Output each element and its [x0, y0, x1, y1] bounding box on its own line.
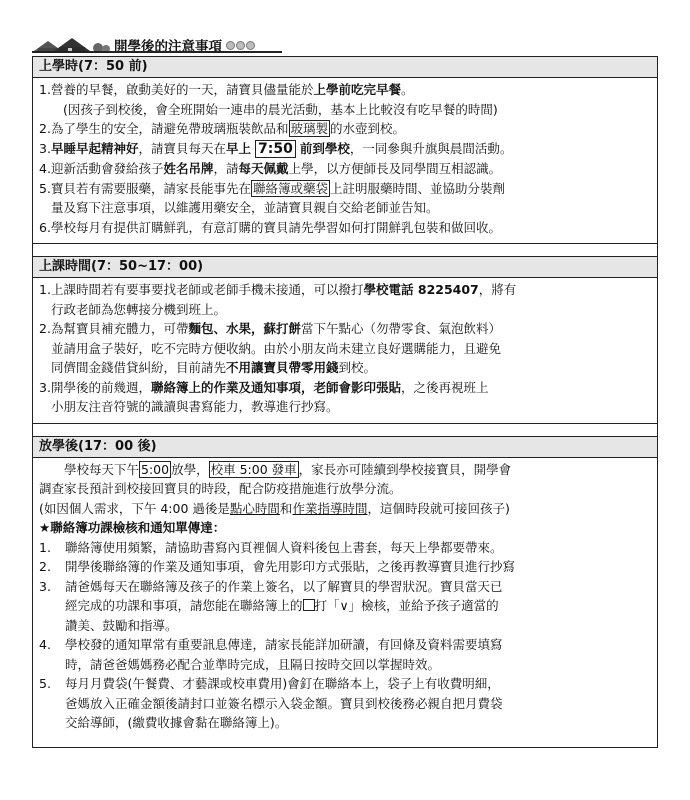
list-item-continuation: 爸媽放入正確金額後請封口並簽名標示入袋金額。寶貝到校後務必親自把月費袋	[65, 695, 503, 711]
list-item: 6. 學校每月有提供訂購鮮乳，有意訂購的寶貝請先學習如何打開鮮乳包裝和做回收。	[39, 219, 502, 235]
list-item-continuation: (因孩子到校後，會全班開始一連串的晨光活動，基本上比較沒有吃早餐的時間)	[63, 101, 498, 117]
list-item-continuation: 量及寫下注意事項，以維護用藥安全，並請寶貝親自交給老師並告知。	[51, 200, 439, 215]
section-heading: 上學時(7：50 前)	[33, 57, 658, 78]
list-item-continuation: 行政老師為您轉接分機到班上。	[51, 301, 227, 317]
list-item-continuation: 時，請爸爸媽媽務必配合並準時完成，且隔日按時交回以掌握時效。	[65, 656, 441, 672]
list-item: 1. 聯絡簿使用頻繁，請協助書寫內頁裡個人資料後包上書套，每天上學都要帶來。	[39, 539, 503, 555]
spacer-row	[33, 423, 658, 436]
paragraph-continuation: 調查家長預計到校接回寶貝的時段，配合防疫措施進行放學分流。	[39, 481, 402, 496]
list-item-continuation: 並請用盒子裝好，吃不完時方便收納。由於小朋友尚未建立良好選購能力，且避免	[51, 340, 502, 356]
paragraph: (如因個人需求，下午 4:00 過後是點心時間和作業指導時間，這個時段就可接回孩子)	[39, 500, 510, 516]
list-item: 3. 請爸媽每天在聯絡簿及孩子的作業上簽名，以了解寶貝的學習狀況。寶貝當天已	[39, 578, 503, 594]
list-item-continuation: 同儕間金錢借貸糾紛，目前請先不用讓寶貝帶零用錢到校。	[51, 360, 377, 375]
section-body	[33, 278, 658, 424]
list-item: 2. 為幫寶貝補充體力，可帶麵包、水果，蘇打餅當下午點心（勿帶零食、氣泡飲料）	[39, 321, 502, 336]
paragraph: 學校每天下午 5:00 放學， 校車 5:00 發車 ，家長亦可陸續到學校接寶貝，開學會	[64, 461, 512, 477]
section-body	[33, 78, 658, 244]
page-title: 開學後的注意事項	[114, 39, 222, 55]
list-item-continuation: 經完成的功課和事項，請您能在聯絡簿上的 打「∨」檢核，並給予孩子適當的	[65, 598, 499, 613]
title-underline	[32, 51, 282, 53]
section-heading: 上課時間(7：50~17：00)	[33, 257, 658, 278]
list-item-continuation: 交給導師，(繳費收據會黏在聯絡簿上)。	[65, 715, 288, 730]
section-heading: 放學後(17：00 後)	[33, 436, 658, 457]
list-item: 1. 上課時間若有要事要找老師或老師手機未接通，可以撥打學校電話 8225407，將有	[39, 282, 517, 297]
subheading: ★聯絡簿功課檢核和通知單傳達：	[39, 520, 226, 535]
list-item: 3. 開學後的前幾週，聯絡簿上的作業及通知事項，老師會影印張貼，之後再視班上	[39, 379, 489, 395]
list-item-continuation: 小朋友注音符號的識讀與書寫能力，教導進行抄寫。	[51, 399, 339, 414]
notice-table	[32, 56, 658, 748]
list-item: 2. 為了學生的安全，請避免帶玻璃瓶裝飲品和 玻璃製 的水壺到校。	[39, 121, 406, 136]
list-item: 4. 迎新活動會發給孩子姓名吊牌，請每天佩戴上學，以方便師長及同學間互相認識。	[39, 161, 502, 176]
document-page	[32, 34, 658, 748]
checkbox-square-icon	[303, 599, 315, 611]
title-row	[32, 34, 658, 56]
list-item-continuation: 讚美、鼓勵和指導。	[65, 617, 178, 633]
list-item: 5. 每月月費袋(午餐費、才藝課或校車費用)會釘在聯絡本上，袋子上有收費明細，	[39, 676, 500, 691]
section-body	[33, 457, 658, 747]
list-item: 4. 學校發的通知單常有重要訊息傳達，請家長能詳加研讀，有回條及資料需要填寫	[39, 637, 503, 652]
list-item: 3. 早睡早起精神好，請寶貝每天在早上 7:50 前到學校，一同參與升旗與晨間活動。	[39, 140, 513, 157]
title-dots	[226, 41, 255, 50]
list-item: 1. 營養的早餐，啟動美好的一天，請寶貝儘量能於上學前吃完早餐。	[39, 82, 414, 97]
spacer-row	[33, 244, 658, 257]
list-item: 5. 寶貝若有需要服藥，請家長能事先在 聯絡簿或藥袋 上註明服藥時間、並協助分裝劑	[39, 180, 506, 196]
list-item: 2. 開學後聯絡簿的作業及通知事項，會先用影印方式張貼，之後再教導寶貝進行抄寫	[39, 559, 516, 574]
